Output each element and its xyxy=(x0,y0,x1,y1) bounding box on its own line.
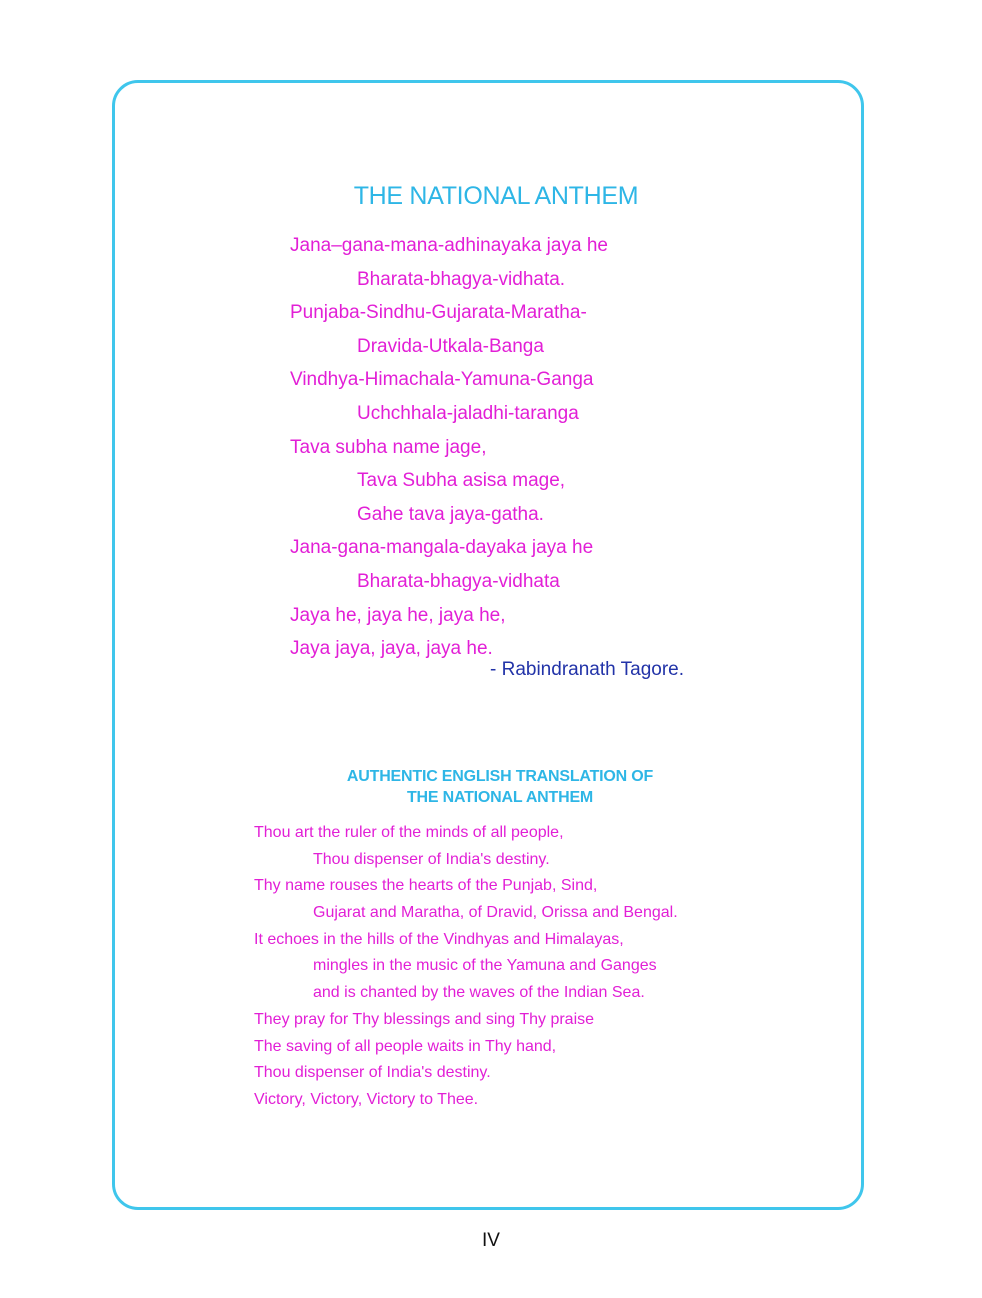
anthem-title: THE NATIONAL ANTHEM xyxy=(353,182,639,210)
anthem-verses xyxy=(290,232,790,669)
anthem-line-2: Bharata-bhagya-vidhata. xyxy=(357,268,566,290)
translation-line-8: They pray for Thy blessings and sing Thy praise xyxy=(254,1010,595,1028)
translation-title-line-1: AUTHENTIC ENGLISH TRANSLATION OF xyxy=(346,768,654,785)
anthem-line-10: Jana-gana-mangala-dayaka jaya he xyxy=(290,537,594,559)
anthem-line-9: Gahe tava jaya-gatha. xyxy=(357,503,544,525)
anthem-line-3: Punjaba-Sindhu-Gujarata-Maratha- xyxy=(290,302,587,324)
translation-line-1: Thou art the ruler of the minds of all people, xyxy=(254,824,564,841)
anthem-line-8: Tava Subha asisa mage, xyxy=(357,470,566,492)
anthem-line-13: Jaya jaya, jaya, jaya he. xyxy=(290,638,493,660)
page-number: IV xyxy=(482,1230,500,1251)
translation-line-9: The saving of all people waits in Thy hand, xyxy=(254,1037,557,1055)
anthem-line-5: Vindhya-Himachala-Yamuna-Ganga xyxy=(290,369,594,391)
translation-verses xyxy=(254,822,814,1116)
translation-title-line-2: THE NATIONAL ANTHEM xyxy=(406,789,594,806)
anthem-line-6: Uchchhala-jaladhi-taranga xyxy=(357,402,579,424)
anthem-line-4: Dravida-Utkala-Banga xyxy=(357,335,544,357)
translation-line-3: Thy name rouses the hearts of the Punjab, Sind, xyxy=(254,877,598,895)
anthem-line-1: Jana–gana-mana-adhinayaka jaya he xyxy=(290,235,608,256)
translation-line-5: It echoes in the hills of the Vindhyas and Himalayas, xyxy=(254,930,624,948)
anthem-line-12: Jaya he, jaya he, jaya he, xyxy=(290,604,506,626)
anthem-line-11: Bharata-bhagya-vidhata xyxy=(357,570,560,592)
translation-line-2: Thou dispenser of India's destiny. xyxy=(313,850,550,868)
translation-line-11: Victory, Victory, Victory to Thee. xyxy=(254,1090,479,1108)
translation-line-10: Thou dispenser of India's destiny. xyxy=(254,1064,491,1082)
translation-line-7: and is chanted by the waves of the Indian Sea. xyxy=(313,984,645,1002)
anthem-line-7: Tava subha name jage, xyxy=(290,436,487,458)
translation-title xyxy=(0,766,982,808)
translation-line-6: mingles in the music of the Yamuna and Ganges xyxy=(313,957,657,975)
anthem-author: - Rabindranath Tagore. xyxy=(490,659,684,680)
translation-line-4: Gujarat and Maratha, of Dravid, Orissa and Bengal. xyxy=(313,904,678,922)
